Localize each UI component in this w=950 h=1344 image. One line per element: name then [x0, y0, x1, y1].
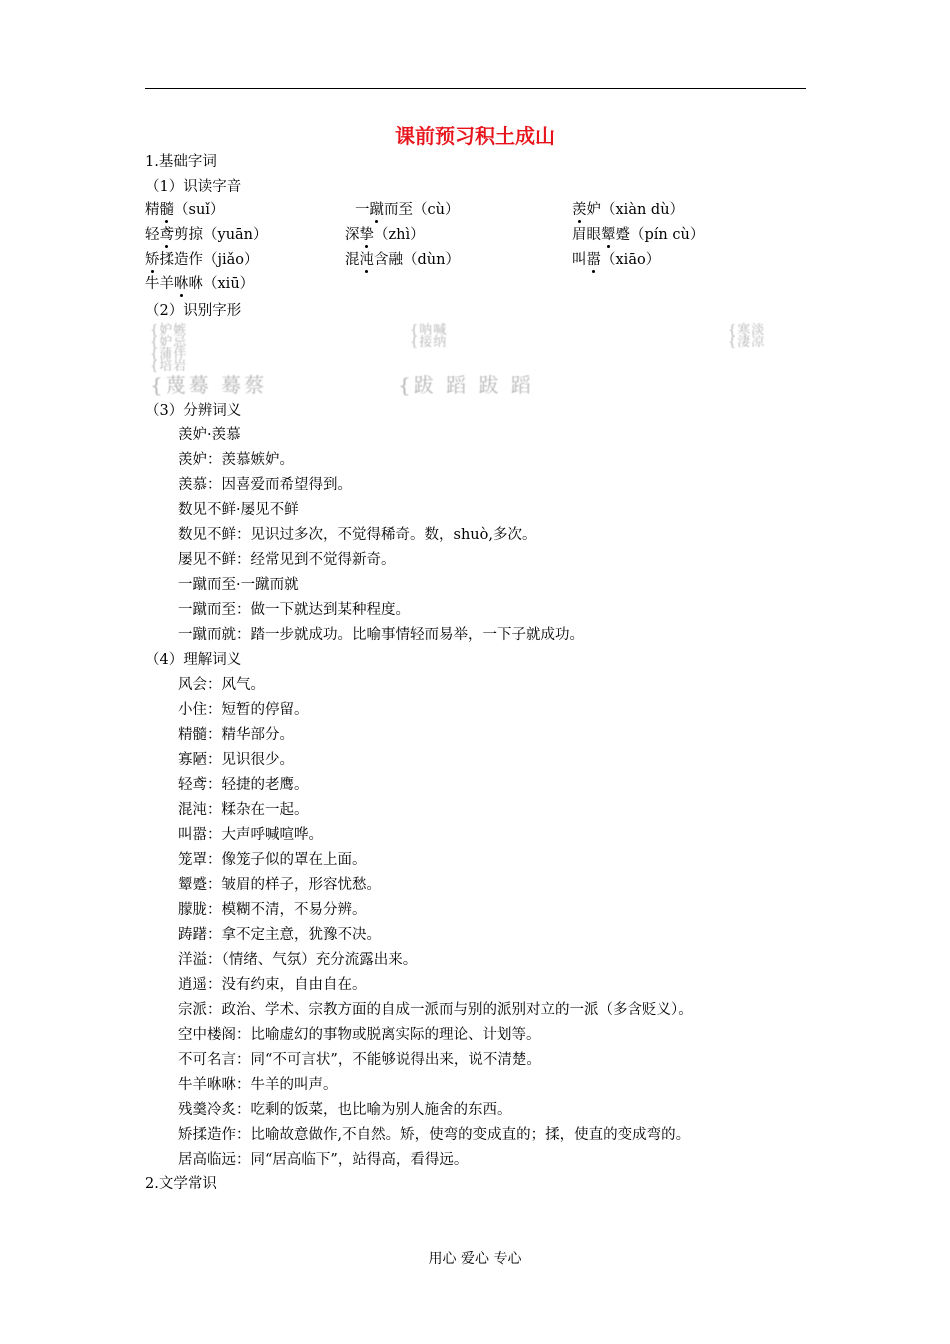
glyph-group-5: {蔑蓦 蓦蔡 — [150, 373, 268, 397]
distinguish-line: 羡慕：因喜爱而希望得到。 — [178, 477, 352, 493]
pron-item: 叫嚣（xiāo） — [572, 252, 661, 268]
distinguish-line: 一蹴而至：做一下就达到某种程度。 — [178, 602, 410, 618]
pron-item: 混沌含融（dùn） — [345, 252, 460, 268]
glyph-group-1b: {妒忌 — [150, 335, 188, 350]
meaning-line: 矫揉造作：比喻故意做作,不自然。矫，使弯的变成直的；揉，使直的变成弯的。 — [178, 1127, 691, 1143]
distinguish-line: 数见不鲜·屡见不鲜 — [178, 502, 299, 518]
meaning-line: 牛羊咻咻：牛羊的叫声。 — [178, 1077, 338, 1093]
glyph-group-3: {寒淡 — [728, 323, 766, 338]
glyph-group-4b: {培岩 — [150, 359, 188, 374]
pron-item: 精髓（suǐ） — [145, 202, 225, 218]
glyph-group-1: {妒嫉 — [150, 323, 188, 338]
meaning-line: 小住：短暂的停留。 — [178, 702, 309, 718]
glyph-group-2: {呐喊 — [410, 323, 448, 338]
meaning-line: 宗派：政治、学术、宗教方面的自成一派而与别的派别对立的一派（多含贬义）。 — [178, 1002, 693, 1018]
meaning-line: 空中楼阁：比喻虚幻的事物或脱离实际的理论、计划等。 — [178, 1027, 541, 1043]
page-footer: 用心 爱心 专心 — [428, 1251, 522, 1267]
meaning-line: 踌躇：拿不定主意，犹豫不决。 — [178, 927, 381, 943]
distinguish-line: 羡妒·羡慕 — [178, 427, 241, 443]
pron-item: 矫揉造作（jiǎo） — [145, 252, 259, 268]
subheading-meanings: （4）理解词义 — [145, 652, 242, 668]
glyph-group-2b: {接纳 — [410, 335, 448, 350]
section-heading-literature: 2.文学常识 — [145, 1176, 217, 1192]
section-heading-basics: 1.基础字词 — [145, 154, 217, 170]
distinguish-line: 屡见不鲜：经常见到不觉得新奇。 — [178, 552, 396, 568]
distinguish-line: 一蹴而就：踏一步就成功。比喻事情轻而易举，一下子就成功。 — [178, 627, 584, 643]
meaning-line: 混沌：糅杂在一起。 — [178, 802, 309, 818]
glyph-group-4: {蒲伴 — [150, 347, 188, 362]
pron-item: 眉眼颦蹙（pín cù） — [572, 227, 705, 243]
distinguish-line: 羡妒：羡慕嫉妒。 — [178, 452, 294, 468]
subheading-glyph-forms: （2）识别字形 — [145, 303, 242, 319]
subheading-distinguish: （3）分辨词义 — [145, 403, 242, 419]
meaning-line: 寡陋：见识很少。 — [178, 752, 294, 768]
pron-item: 一蹴而至（cù） — [355, 202, 460, 218]
pron-item: 羡妒（xiàn dù） — [572, 202, 685, 218]
pron-item: 牛羊咻咻（xiū） — [145, 276, 255, 292]
glyph-group-3b: {淒凉 — [728, 335, 766, 350]
meaning-line: 居高临远：同“居高临下”，站得高，看得远。 — [178, 1152, 469, 1168]
pron-item: 深挚（zhì） — [345, 227, 425, 243]
page-title: 课前预习积土成山 — [395, 124, 555, 148]
meaning-line: 精髓：精华部分。 — [178, 727, 294, 743]
meaning-line: 朦胧：模糊不清，不易分辨。 — [178, 902, 367, 918]
header-rule — [145, 88, 806, 89]
meaning-line: 逍遥：没有约束，自由自在。 — [178, 977, 367, 993]
meaning-line: 叫嚣：大声呼喊喧哗。 — [178, 827, 323, 843]
subheading-pronunciation: （1）识读字音 — [145, 179, 242, 195]
meaning-line: 残羹冷炙：吃剩的饭菜，也比喻为别人施舍的东西。 — [178, 1102, 512, 1118]
meaning-line: 风会：风气。 — [178, 677, 265, 693]
distinguish-line: 数见不鲜：见识过多次，不觉得稀奇。数，shuò,多次。 — [178, 527, 537, 543]
meaning-line: 洋溢：（情绪、气氛）充分流露出来。 — [178, 952, 418, 968]
pron-item: 轻鸢剪掠（yuān） — [145, 227, 268, 243]
meaning-line: 颦蹙：皱眉的样子，形容忧愁。 — [178, 877, 381, 893]
glyph-group-6: {跋 蹈 跋 蹈 — [398, 373, 534, 397]
meaning-line: 不可名言：同“不可言状”，不能够说得出来，说不清楚。 — [178, 1052, 541, 1068]
meaning-line: 轻鸢：轻捷的老鹰。 — [178, 777, 309, 793]
distinguish-line: 一蹴而至·一蹴而就 — [178, 577, 299, 593]
meaning-line: 笼罩：像笼子似的罩在上面。 — [178, 852, 367, 868]
